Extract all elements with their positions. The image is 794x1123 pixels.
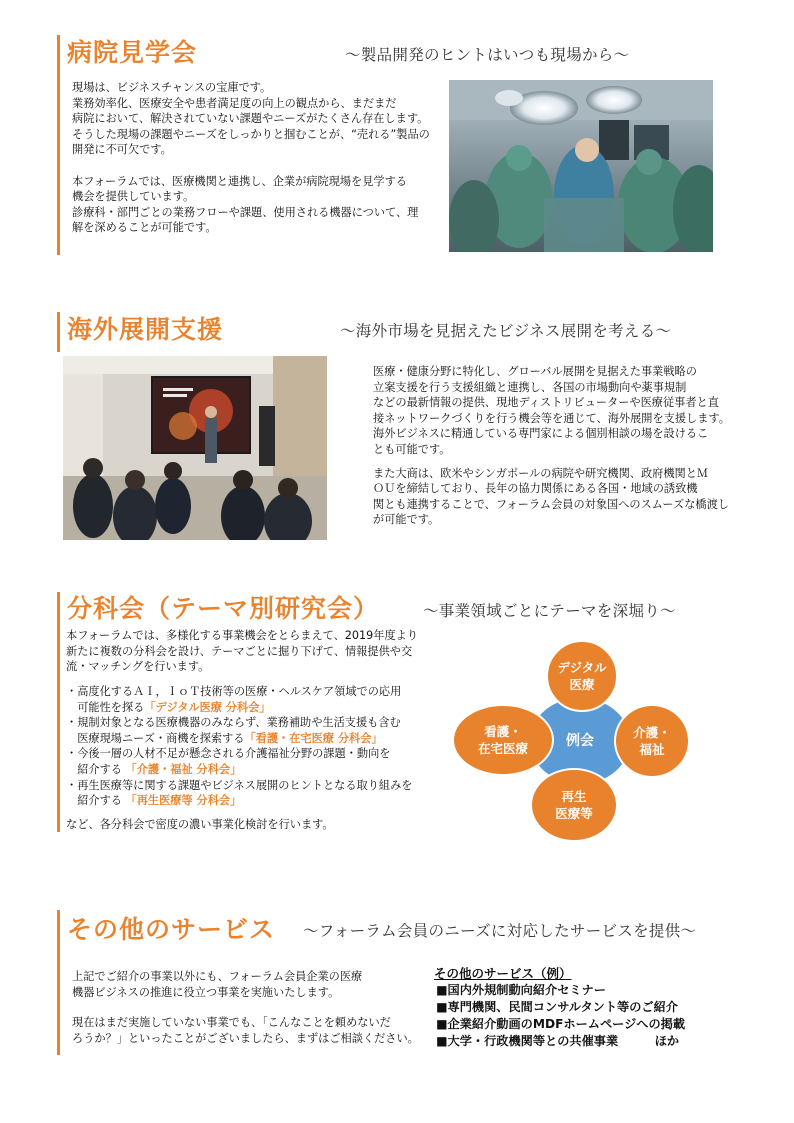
bullet-line: 紹介する: [66, 794, 126, 808]
bullet-line: ・高度化するＡＩ，ＩｏＴ技術等の医療・ヘルスケア領域での応用: [66, 685, 402, 698]
list-item: ■国内外規制動向紹介セミナー: [436, 983, 606, 997]
section-accent-bar: [57, 592, 60, 832]
text-line: 機会を提供しています。: [72, 190, 195, 204]
list-item: ■大学・行政機関等との共催事業 ほか: [436, 1034, 680, 1048]
subcommittee-outro: など、各分科会で密度の濃い事業化検討を行います。: [66, 818, 334, 831]
text-line: ＯＵを締結しており、長年の協力関係にある各国・地域の誘致機: [373, 482, 698, 496]
node-care-welfare: 介護・ 福祉: [614, 704, 690, 778]
text-line: 流・マッチングを行います。: [66, 660, 210, 674]
text-line-blank: [72, 158, 432, 174]
text-line: 関とも連携することで、フォーラム会員の対象国へのスムーズな橋渡し: [373, 497, 729, 511]
section-subtitle-subcommittee: ～事業領域ごとにテーマを深堀り～: [423, 602, 676, 620]
other-description: [72, 969, 422, 1046]
text-line: 本フォーラムでは、多様化する事業機会をとらまえて、2019年度より: [66, 629, 419, 642]
bullet-welfare: [66, 746, 436, 777]
text-line: が可能です。: [373, 513, 440, 527]
text-line: 現在はまだ実施していない事業でも、「こんなことを頼めないだ: [72, 1016, 391, 1030]
section-accent-bar: [57, 910, 60, 1055]
section-accent-bar: [57, 312, 60, 352]
text-line: 接ネットワークづくりを行う機会等を通じて、海外展開を支援します。: [373, 411, 730, 425]
text-line: 解を深めることが可能です。: [72, 221, 217, 235]
operating-room-illustration: [449, 80, 713, 252]
text-line: とも可能です。: [373, 442, 451, 456]
list-item: ■専門機関、民間コンサルタント等のご紹介: [436, 1000, 678, 1014]
node-nursing-home-care: 看護・ 在宅医療: [452, 704, 554, 776]
text-line: 医療・健康分野に特化し、グローバル展開を見据えた事業戦略の: [373, 365, 697, 378]
text-line: 診療科・部門ごとの業務フローや課題、使用される機器について、理: [72, 205, 419, 219]
bullet-line: ・規制対象となる医療機器のみならず、業務補助や生活支援も含む: [66, 716, 401, 730]
text-line: そうした現場の課題やニーズをしっかりと掴むことが、“売れる”製品の: [72, 127, 430, 141]
highlight-care-welfare: 「介護・福祉 分科会」: [125, 762, 242, 776]
section-subtitle-overseas: ～海外市場を見据えたビジネス展開を考える～: [340, 322, 672, 340]
text-line: 病院において、解決されていない課題やニーズがたくさん存在します。: [72, 112, 429, 126]
subcommittee-intro: [66, 628, 436, 675]
center-label: 例会: [566, 732, 594, 749]
operating-room-photo: [449, 80, 713, 252]
bullet-digital: [66, 684, 436, 715]
section-title-other: その他のサービス: [67, 915, 276, 944]
text-line: 現場は、ビジネスチャンスの宝庫です。: [72, 81, 272, 94]
overseas-description: [373, 364, 743, 528]
bullet-line: 可能性を探る: [66, 700, 145, 714]
highlight-nursing-home-care: 「看護・在宅医療 分科会」: [244, 731, 383, 745]
list-item: ■企業紹介動画のMDFホームページへの掲載: [436, 1017, 686, 1031]
text-line: 立案支援を行う支援組織と連携し、各国の市場動向や薬事規制: [373, 380, 687, 394]
node-regenerative-medicine: 再生 医療等: [530, 768, 618, 842]
subcommittee-diagram: [452, 640, 712, 840]
section-accent-bar: [57, 35, 60, 255]
text-line: 新たに複数の分科会を設け、テーマごとに掘り下げて、情報提供や交: [66, 644, 413, 658]
node-digital-medicine: デジタル 医療: [546, 640, 618, 712]
text-line: 機器ビジネスの推進に役立つ事業を実施いたします。: [72, 985, 340, 999]
bullet-line: 紹介する: [66, 762, 126, 776]
text-line: 本フォーラムでは、医療機関と連携し、企業が病院現場を見学する: [72, 174, 407, 188]
text-line: 開発に不可欠です。: [72, 143, 172, 157]
highlight-digital-medicine: 「デジタル医療 分科会」: [144, 700, 271, 714]
seminar-photo: [63, 356, 327, 540]
section-subtitle-hospital: ～製品開発のヒントはいつも現場から～: [345, 46, 630, 64]
other-services-list-title: その他のサービス（例）: [434, 966, 572, 981]
seminar-room-illustration: [63, 356, 327, 540]
section-subtitle-other: ～フォーラム会員のニーズに対応したサービスを提供～: [303, 922, 697, 940]
bullet-line: 医療現場ニーズ・商機を探索する: [66, 731, 245, 745]
section-title-subcommittee: 分科会（テーマ別研究会）: [67, 594, 380, 623]
section-title-overseas: 海外展開支援: [67, 315, 224, 344]
hospital-description: [72, 80, 432, 236]
text-line: などの最新情報の提供、現地ディストリビューターや医療従事者と直: [373, 396, 719, 410]
subcommittee-bullet-list: [66, 684, 436, 809]
text-line: 上記でご紹介の事業以外にも、フォーラム会員企業の医療: [72, 970, 363, 983]
section-title-hospital: 病院見学会: [67, 38, 198, 67]
text-line: 業務効率化、医療安全や患者満足度の向上の観点から、まだまだ: [72, 96, 397, 110]
bullet-line: ・再生医療等に関する課題やビジネス展開のヒントとなる取り組みを: [66, 778, 413, 792]
bullet-nursing: [66, 715, 436, 746]
highlight-regenerative-medicine: 「再生医療等 分科会」: [125, 794, 242, 808]
bullet-line: ・今後一層の人材不足が懸念される介護福祉分野の課題・動向を: [66, 747, 391, 761]
bullet-regenerative: [66, 778, 436, 809]
text-line: 海外ビジネスに精通している専門家による個別相談の場を設けるこ: [373, 427, 709, 441]
text-line: ろうか？」といったことがございましたら、まずはご相談ください。: [72, 1031, 419, 1045]
text-line: また大商は、欧米やシンガポールの病院や研究機関、政府機関とＭ: [373, 466, 709, 480]
other-services-list: [436, 982, 685, 1050]
